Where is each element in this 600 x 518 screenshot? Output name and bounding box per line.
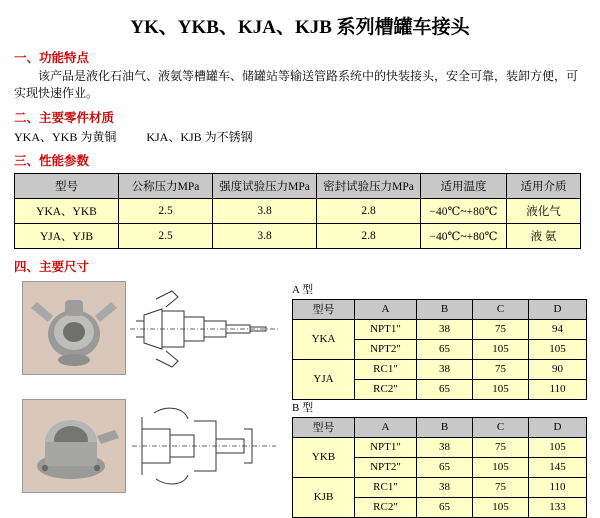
technical-drawing-b [126, 399, 256, 491]
cell-c: 105 [473, 497, 529, 517]
cell-a: RC2" [355, 497, 417, 517]
features-paragraph: 该产品是液化石油气、液氨等槽罐车、储罐站等输送管路系统中的快装接头，安全可靠，装卸方便，可实现快速作业。 [14, 69, 579, 101]
cell-strength-test: 3.8 [213, 223, 317, 248]
material-line [14, 128, 600, 146]
col-header-c: C [473, 417, 529, 437]
cell-b: 65 [417, 497, 473, 517]
cell-a: NPT2" [355, 457, 417, 477]
product-photo-b [22, 399, 126, 493]
col-header-a: A [355, 299, 417, 319]
cell-model: YJA、YJB [15, 223, 119, 248]
cell-c: 105 [473, 379, 529, 399]
cell-d: 133 [529, 497, 587, 517]
col-header-b: B [417, 299, 473, 319]
cell-a: RC1" [355, 359, 417, 379]
dimension-group-b [0, 399, 600, 517]
col-header-seal-test: 密封试验压力MPa [317, 173, 421, 198]
group-b-label: B 型 [292, 401, 314, 414]
table-header-row [293, 417, 587, 437]
material-right: KJA、KJB 为不锈钢 [146, 129, 253, 144]
col-header-c: C [473, 299, 529, 319]
cell-temperature: −40℃~+80℃ [421, 223, 507, 248]
cell-a: RC2" [355, 379, 417, 399]
cell-model: YKA、YKB [15, 198, 119, 223]
cell-d: 105 [529, 339, 587, 359]
cell-medium: 液化气 [507, 198, 581, 223]
cell-temperature: −40℃~+80℃ [421, 198, 507, 223]
material-left: YKA、YKB 为黄铜 [14, 129, 117, 144]
group-a-images [22, 281, 256, 375]
section-heading-dimensions: 四、主要尺寸 [14, 259, 90, 274]
cell-model: YKA [293, 319, 355, 359]
cell-c: 75 [473, 477, 529, 497]
cell-d: 110 [529, 477, 587, 497]
dimension-table-a [292, 299, 587, 400]
section-heading-material: 二、主要零件材质 [14, 110, 115, 125]
cell-a: NPT1" [355, 319, 417, 339]
cell-seal-test: 2.8 [317, 223, 421, 248]
page-title: YK、YKB、KJA、KJB 系列槽罐车接头 [130, 17, 470, 38]
product-photo-a [22, 281, 126, 375]
cell-b: 65 [417, 379, 473, 399]
table-row [293, 437, 587, 457]
cell-b: 38 [417, 437, 473, 457]
col-header-temperature: 适用温度 [421, 173, 507, 198]
table-header-row [293, 299, 587, 319]
col-header-a: A [355, 417, 417, 437]
coupling-photo-a-graphic [23, 282, 125, 374]
coupling-drawing-b-graphic [126, 399, 284, 491]
technical-drawing-a [126, 281, 256, 373]
col-header-d: D [529, 417, 587, 437]
features-text [14, 68, 582, 103]
dimension-table-b [292, 417, 587, 518]
col-header-strength-test: 强度试验压力MPa [213, 173, 317, 198]
cell-a: NPT2" [355, 339, 417, 359]
dimension-table-a-wrap [292, 281, 587, 400]
group-a-label: A 型 [292, 283, 314, 296]
cell-b: 38 [417, 359, 473, 379]
table-row [293, 319, 587, 339]
cell-c: 75 [473, 437, 529, 457]
section-heading-performance: 三、性能参数 [14, 153, 90, 168]
cell-d: 110 [529, 379, 587, 399]
cell-d: 145 [529, 457, 587, 477]
col-header-model: 型号 [293, 417, 355, 437]
cell-d: 105 [529, 437, 587, 457]
col-header-nominal-pressure: 公称压力MPa [119, 173, 213, 198]
col-header-model: 型号 [15, 173, 119, 198]
col-header-d: D [529, 299, 587, 319]
table-row [15, 223, 581, 248]
dimension-table-b-wrap [292, 399, 587, 518]
cell-strength-test: 3.8 [213, 198, 317, 223]
table-header-row [15, 173, 581, 198]
table-row [293, 477, 587, 497]
cell-b: 38 [417, 477, 473, 497]
cell-b: 65 [417, 339, 473, 359]
cell-d: 90 [529, 359, 587, 379]
group-b-images [22, 399, 256, 493]
cell-c: 105 [473, 457, 529, 477]
cell-a: RC1" [355, 477, 417, 497]
col-header-b: B [417, 417, 473, 437]
cell-nominal-pressure: 2.5 [119, 223, 213, 248]
coupling-photo-b-graphic [23, 400, 125, 492]
section-heading-features: 一、功能特点 [14, 51, 90, 65]
coupling-drawing-a-graphic [126, 281, 284, 373]
table-row [15, 198, 581, 223]
cell-seal-test: 2.8 [317, 198, 421, 223]
cell-b: 65 [417, 457, 473, 477]
cell-nominal-pressure: 2.5 [119, 198, 213, 223]
cell-medium: 液 氨 [507, 223, 581, 248]
cell-c: 75 [473, 319, 529, 339]
dimension-group-a [0, 281, 600, 399]
performance-table [14, 173, 581, 249]
cell-model: KJB [293, 477, 355, 517]
table-row [293, 359, 587, 379]
cell-b: 38 [417, 319, 473, 339]
cell-model: YKB [293, 437, 355, 477]
col-header-model: 型号 [293, 299, 355, 319]
cell-a: NPT1" [355, 437, 417, 457]
col-header-medium: 适用介质 [507, 173, 581, 198]
cell-c: 105 [473, 339, 529, 359]
cell-c: 75 [473, 359, 529, 379]
dimensions-section [0, 281, 600, 517]
cell-d: 94 [529, 319, 587, 339]
cell-model: YJA [293, 359, 355, 399]
